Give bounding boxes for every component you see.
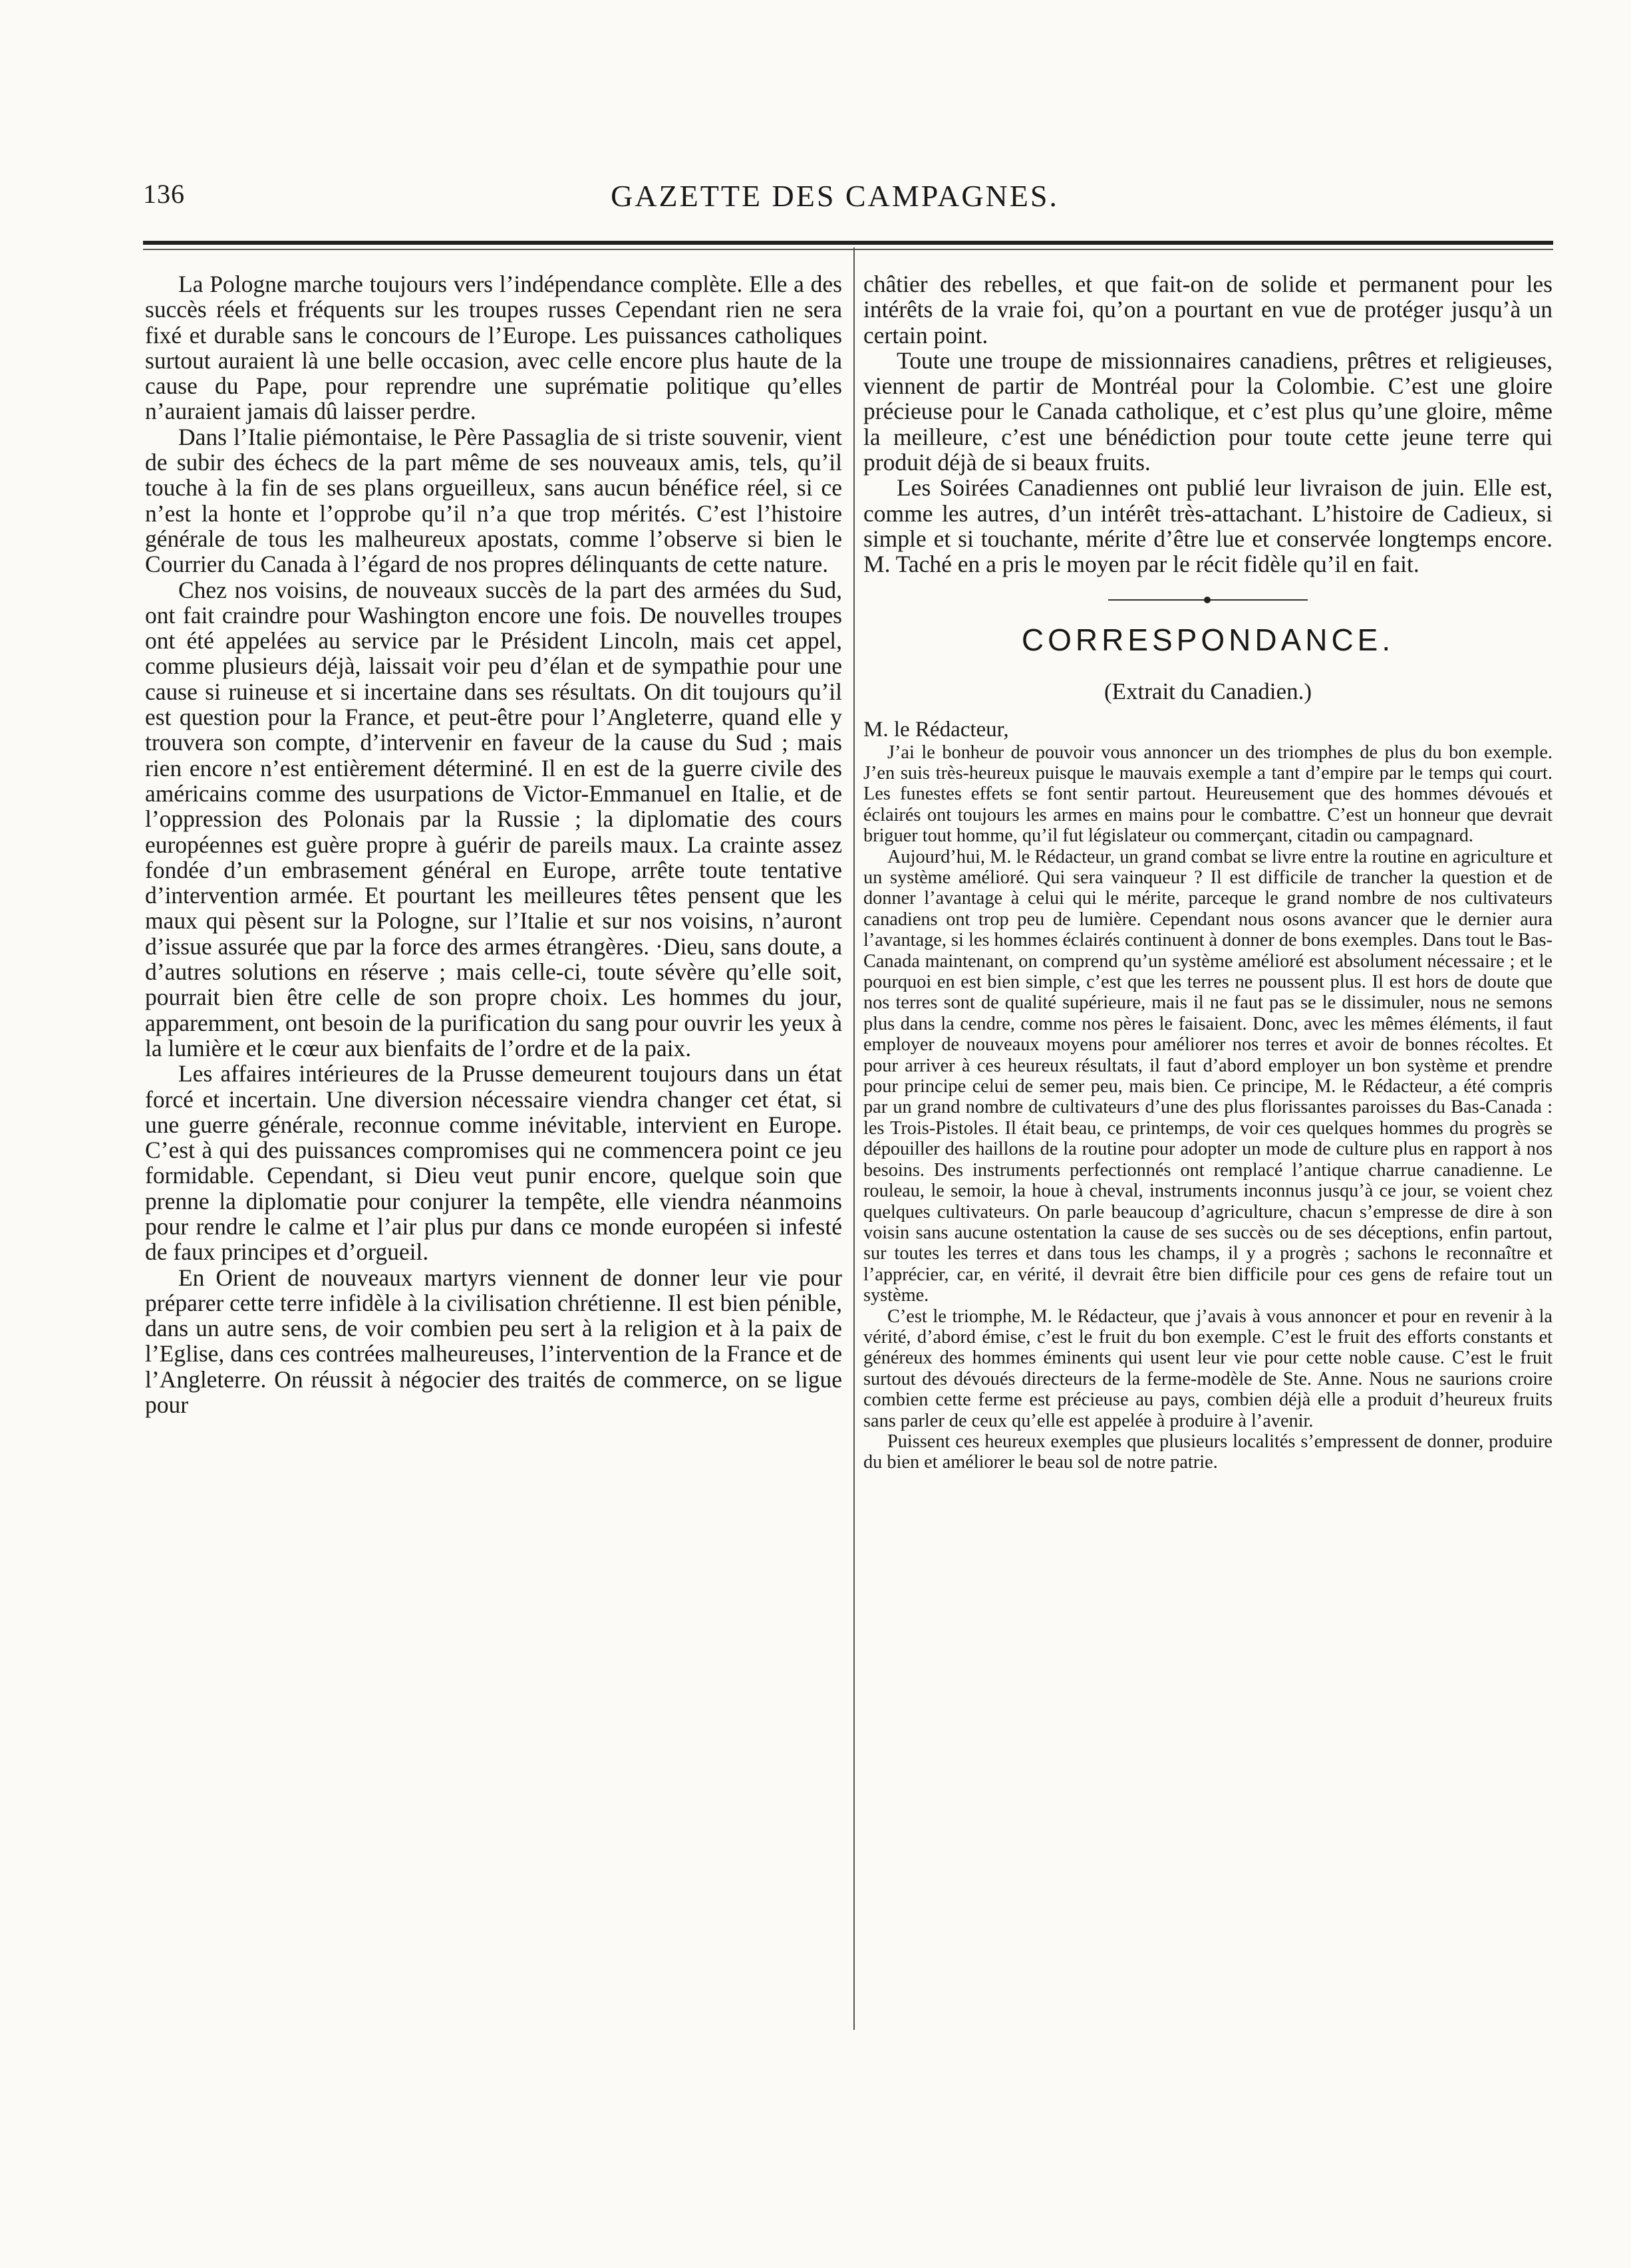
letter-salutation: M. le Rédacteur,	[863, 717, 1009, 742]
letter-paragraph: Puissent ces heureux exemples que plusieurs localités s’empressent de donner, produire du bien et améliorer le beau sol de notre patrie.	[863, 1431, 1553, 1473]
article-paragraph: Toute une troupe de missionnaires canadiens, prêtres et religieuses, viennent de partir de Montréal pour la Colombie. C’est une gloire précieuse pour le Canada catholique, et c’est plus qu’une gloire, même la meilleure, c’est une bénédiction pour toute cette jeune terre qui produit déjà de si beaux fruits.	[863, 347, 1553, 476]
page-number: 136	[143, 179, 185, 209]
header-rule-thin	[143, 249, 1553, 250]
letter-paragraph: J’ai le bonheur de pouvoir vous annoncer un des triomphes de plus du bon exemple. J’en suis très-heureux puisque le mauvais exemple a tant d’empire par le temps qui court. Les funestes effets se font sentir partout. Heureusement que des hommes dévoués et éclairés ont toujours les armes en mains pour le combattre. C’est un honneur que devrait briguer tout homme, qu’il fut législateur ou commerçant, citadin ou campagnard.	[863, 742, 1553, 847]
article-paragraph: La Pologne marche toujours vers l’indépendance complète. Elle a des succès réels et fréquents sur les troupes russes Cependant rien ne sera fixé et durable sans le concours de l’Europe. Les puissances catholiques surtout auraient là une belle occasion, avec celle encore plus haute de la cause du Pape, pour reprendre une suprématie politique qu’elles n’auraient jamais dû laisser perdre.	[145, 271, 842, 425]
column-divider	[853, 247, 855, 2030]
letter-body	[863, 742, 1553, 1473]
header-rule-thick	[143, 241, 1553, 245]
continued-article	[863, 271, 1553, 577]
letter-paragraph: C’est le triomphe, M. le Rédacteur, que j’avais à vous annoncer et pour en revenir à la vérité, d’abord émise, c’est le fruit du bon exemple. C’est le fruit des efforts constants et généreux des hommes éminents qui usent leur vie pour cette noble cause. C’est le fruit surtout des dévoués directeurs de la ferme-modèle de Ste. Anne. Nous ne saurions croire combien cette ferme est précieuse au pays, combien déjà elle a produit d’heureux fruits sans parler de ceux qu’elle est appelée à produire à l’avenir.	[863, 1306, 1553, 1431]
source-line: (Extrait du Canadien.)	[1104, 678, 1312, 704]
letter-paragraph: Aujourd’hui, M. le Rédacteur, un grand combat se livre entre la routine en agriculture et un système amélioré. Qui sera vainqueur ? Il est difficile de trancher la question et de donner l’avantage à celui qui le mérite, parceque le grand nombre de nos cultivateurs canadiens ont trop peu de lumière. Cependant nous osons avancer que le dernier aura l’avantage, si les hommes éclairés continuent à donner de bons exemples. Dans tout le Bas-Canada maintenant, on comprend qu’un système amélioré est absolument nécessaire ; et le pourquoi en est bien simple, c’est que les terres ne poussent plus. Il est hors de doute que nos terres sont de qualité supérieure, mais il ne faut pas se le dissimuler, nous ne semons plus dans la cendre, comme nos pères le faisaient. Donc, avec les mêmes éléments, il faut employer de nouveaux moyens pour améliorer nos terres et avoir de bonnes récoltes. Et pour arriver à ces heureux résultats, il faut d’abord employer un bon système et prendre pour principe celui de semer peu, mais bien. Ce principe, M. le Rédacteur, a été compris par un grand nombre de cultivateurs d’une des plus florissantes paroisses du Bas-Canada : les Trois-Pistoles. Il était beau, ce printemps, de voir ces quelques hommes du progrès se dépouiller des haillons de la routine pour adopter un mode de culture plus en rapport à nos besoins. Des instruments perfectionnés ont remplacé l’antique charrue canadienne. Le rouleau, le semoir, la houe à cheval, instruments inconnus jusqu’à ce jour, se voient chez quelques cultivateurs. On parle beaucoup d’agriculture, chacun s’empresse de dire à son voisin sans aucune ostentation la cause de ses succès ou de ses déceptions, enfin partout, sur toutes les terres et dans tous les champs, il y a progrès ; sachons le reconnaître et l’apprécier, car, en vérité, il devrait être bien difficile pour ces gens de refaire tout un système.	[863, 846, 1553, 1306]
article-paragraph: châtier des rebelles, et que fait-on de solide et permanent pour les intérêts de la vraie foi, qu’on a pourtant en vue de protéger jusqu’à un certain point.	[863, 271, 1553, 349]
section-ornament	[1108, 595, 1308, 605]
article-paragraph: En Orient de nouveaux martyrs viennent de donner leur vie pour préparer cette terre infidèle à la civilisation chrétienne. Il est bien pénible, dans un autre sens, de voir combien peu sert à la religion et à la paix de l’Eglise, dans ces contrées malheureuses, l’intervention de la France et de l’Angleterre. On réussit à négocier des traités de commerce, on se ligue pour	[145, 1264, 842, 1419]
page-header	[143, 178, 1527, 218]
article-paragraph: Les affaires intérieures de la Prusse demeurent toujours dans un état forcé et incertain. Une diversion nécessaire viendra changer cet état, si une guerre générale, reconnue comme inévitable, intervient en Europe. C’est à qui des puissances compromises qui ne commencera point ce jeu formidable. Cependant, si Dieu veut punir encore, quelque soin que prenne la diplomatie pour conjurer la tempête, elle viendra néanmoins pour rendre le calme et l’air plus pur dans ce monde européen si infesté de faux principes et d’orgueil.	[145, 1060, 842, 1266]
section-heading: CORRESPONDANCE.	[1021, 622, 1395, 657]
article-paragraph: Les Soirées Canadiennes ont publié leur livraison de juin. Elle est, comme les autres, d’un intérêt très-attachant. L’histoire de Cadieux, si simple et si touchante, mérite d’être lue et conservée longtemps encore. M. Taché en a pris le moyen par le récit fidèle qu’il en fait.	[863, 474, 1553, 578]
article-paragraph: Dans l’Italie piémontaise, le Père Passaglia de si triste souvenir, vient de subir des échecs de la part même de ses nouveaux amis, tels, qu’il touche à la fin de ses plans orgueilleux, sans aucun bénéfice réel, si ce n’est la honte et l’opprobe qu’il n’a que trop mérités. C’est l’histoire générale de tous les malheureux apostats, comme l’observe si bien le Courrier du Canada à l’égard de nos propres délinquants de cette nature.	[145, 423, 842, 578]
right-column	[863, 271, 1553, 1473]
running-title: GAZETTE DES CAMPAGNES.	[611, 179, 1059, 213]
article-paragraph: Chez nos voisins, de nouveaux succès de la part des armées du Sud, ont fait craindre pour Washington encore une fois. De nouvelles troupes ont été appelées au service par le Président Lincoln, mais cet appel, comme plusieurs déjà, laissait voir peu d’élan et de sympathie pour une cause si ruineuse et si incertaine dans ses résultats. On dit toujours qu’il est question pour la France, et peut-être pour l’Angleterre, quand elle y trouvera son compte, d’intervenir en faveur de la cause du Sud ; mais rien encore n’est entièrement déterminé. Il en est de la guerre civile des américains comme des usurpations de Victor-Emmanuel en Italie, et de l’oppression des Polonais par la Russie ; la diplomatie des cours européennes est guère propre à guérir de pareils maux. La crainte assez fondée d’un embrasement général en Europe, arrête toute tentative d’intervention armée. Et pourtant les meilleures têtes pensent que les maux qui pèsent sur la Pologne, sur l’Italie et sur nos voisins, n’auront d’issue assurée que par la force des armes étrangères. ·Dieu, sans doute, a d’autres solutions en réserve ; mais celle-ci, toute sévère qu’elle soit, pourrait bien être celle de son propre choix. Les hommes du jour, apparemment, ont besoin de la purification du sang pour ouvrir les yeux à la lumière et le cœur aux bienfaits de l’ordre et de la paix.	[145, 576, 842, 1062]
left-column	[145, 271, 842, 1417]
